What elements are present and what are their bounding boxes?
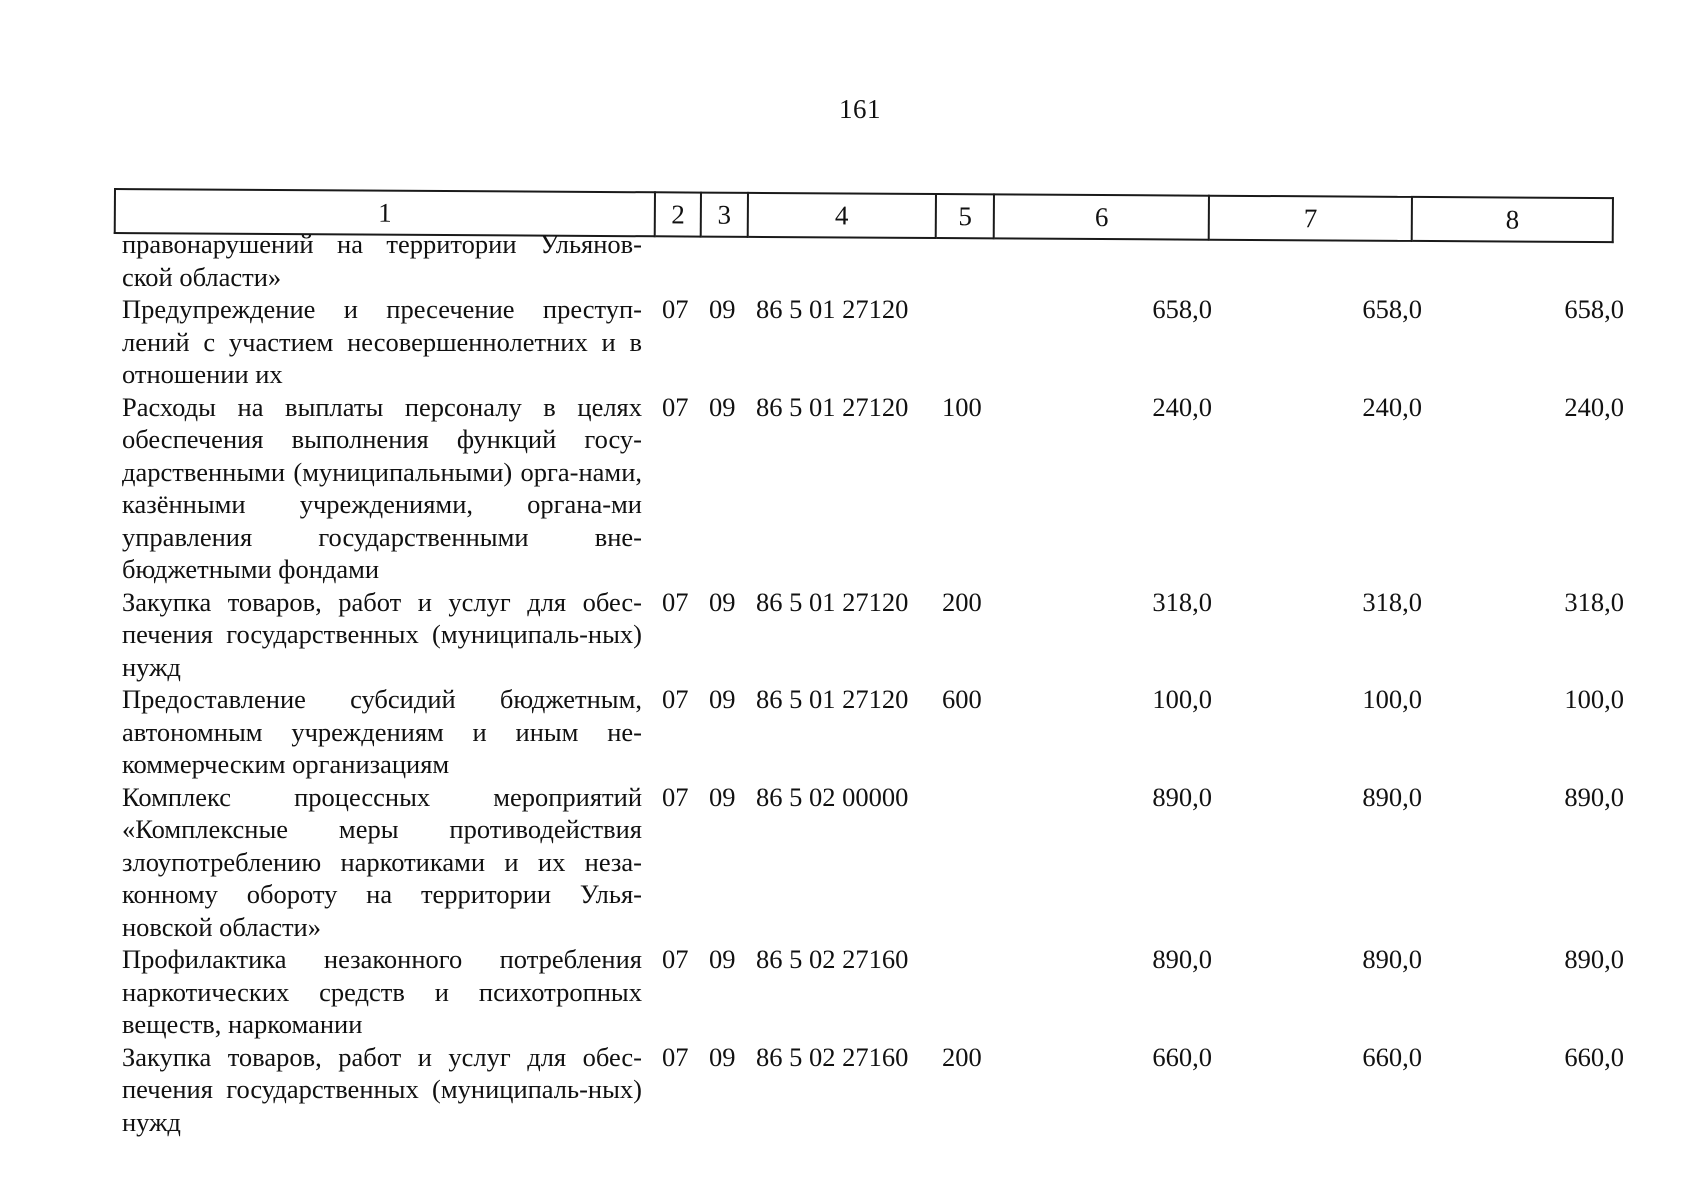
row-description: Закупка товаров, работ и услуг для обес-печения государственных (муниципаль-ных) нужд	[122, 1041, 642, 1137]
row-amount-col-8: 100,0	[1564, 684, 1624, 714]
row-section-code: 07	[662, 944, 689, 974]
column-header-7: 7	[1209, 196, 1412, 241]
row-description: Профилактика незаконного потребления наркотических средств и психотропных веществ, наркомании	[122, 944, 642, 1039]
row-section-code: 07	[662, 391, 689, 422]
column-header-1: 1	[115, 189, 655, 236]
budget-table-body	[122, 228, 1624, 1138]
row-amount-col-6: 240,0	[1152, 391, 1212, 422]
row-section-code: 07	[662, 684, 689, 714]
row-amount-col-7: 240,0	[1362, 391, 1422, 422]
row-description: Закупка товаров, работ и услуг для обес-печения государственных (муниципаль-ных) нужд	[122, 586, 642, 682]
row-target-article-code: 86 5 01 27120	[756, 294, 909, 324]
row-description: правонарушений на территории Ульянов-ской области»	[122, 229, 642, 292]
row-amount-col-6: 658,0	[1152, 294, 1212, 324]
column-header-5: 5	[936, 194, 994, 238]
column-header-3: 3	[701, 193, 747, 237]
row-expense-type-code: 600	[942, 684, 982, 714]
row-section-code: 07	[662, 1041, 689, 1072]
row-target-article-code: 86 5 01 27120	[756, 391, 909, 422]
row-subsection-code: 09	[709, 781, 736, 812]
row-amount-col-8: 890,0	[1564, 944, 1624, 974]
row-target-article-code: 86 5 02 27160	[756, 944, 909, 974]
table-row	[122, 586, 1624, 684]
table-row	[122, 228, 1602, 293]
row-section-code: 07	[662, 294, 689, 324]
column-header-4: 4	[747, 193, 936, 238]
table-row	[122, 391, 1624, 586]
row-subsection-code: 09	[709, 944, 736, 974]
row-amount-col-8: 318,0	[1564, 586, 1624, 617]
row-amount-col-6: 890,0	[1152, 944, 1212, 974]
row-description: Предоставление субсидий бюджетным, автономным учреждениям и иным не-коммерческим организациям	[122, 684, 642, 779]
row-amount-col-8: 658,0	[1564, 294, 1624, 324]
table-row	[122, 683, 1624, 781]
column-header-2: 2	[655, 192, 701, 236]
row-section-code: 07	[662, 781, 689, 812]
row-amount-col-7: 658,0	[1362, 294, 1422, 324]
row-subsection-code: 09	[709, 684, 736, 714]
row-description: Комплекс процессных мероприятий «Комплексные меры противодействия злоупотреблению наркотиками и их неза-конному обороту на территории Улья-новской области»	[122, 781, 642, 942]
row-amount-col-7: 890,0	[1362, 944, 1422, 974]
row-amount-col-6: 660,0	[1152, 1041, 1212, 1072]
row-amount-col-6: 100,0	[1152, 684, 1212, 714]
row-target-article-code: 86 5 02 00000	[756, 781, 909, 812]
table-row	[122, 781, 1624, 944]
row-amount-col-8: 890,0	[1564, 781, 1624, 812]
row-expense-type-code: 200	[942, 586, 982, 617]
row-target-article-code: 86 5 01 27120	[756, 586, 909, 617]
row-amount-col-7: 100,0	[1362, 684, 1422, 714]
row-subsection-code: 09	[709, 294, 736, 324]
column-header-8: 8	[1412, 197, 1613, 242]
row-description: Расходы на выплаты персоналу в целях обеспечения выполнения функций госу-дарственными (муниципальными) орга-нами, казёнными учреждениями, органа-ми управления государственными вне-бюджетными фондами	[122, 391, 642, 584]
row-subsection-code: 09	[709, 1041, 736, 1072]
row-amount-col-6: 890,0	[1152, 781, 1212, 812]
row-amount-col-8: 240,0	[1564, 391, 1624, 422]
row-amount-col-7: 318,0	[1362, 586, 1422, 617]
row-amount-col-7: 890,0	[1362, 781, 1422, 812]
row-amount-col-7: 660,0	[1362, 1041, 1422, 1072]
table-row	[122, 293, 1624, 391]
row-subsection-code: 09	[709, 586, 736, 617]
row-target-article-code: 86 5 01 27120	[756, 684, 909, 714]
column-header-6: 6	[994, 194, 1209, 239]
table-row	[122, 1041, 1624, 1139]
row-subsection-code: 09	[709, 391, 736, 422]
page-number: 161	[839, 94, 881, 124]
row-description: Предупреждение и пресечение преступ-лений с участием несовершеннолетних и в отношении их	[122, 294, 642, 389]
row-expense-type-code: 200	[942, 1041, 982, 1072]
row-amount-col-8: 660,0	[1564, 1041, 1624, 1072]
row-section-code: 07	[662, 586, 689, 617]
row-target-article-code: 86 5 02 27160	[756, 1041, 909, 1072]
row-amount-col-6: 318,0	[1152, 586, 1212, 617]
row-expense-type-code: 100	[942, 391, 982, 422]
table-row	[122, 943, 1624, 1041]
